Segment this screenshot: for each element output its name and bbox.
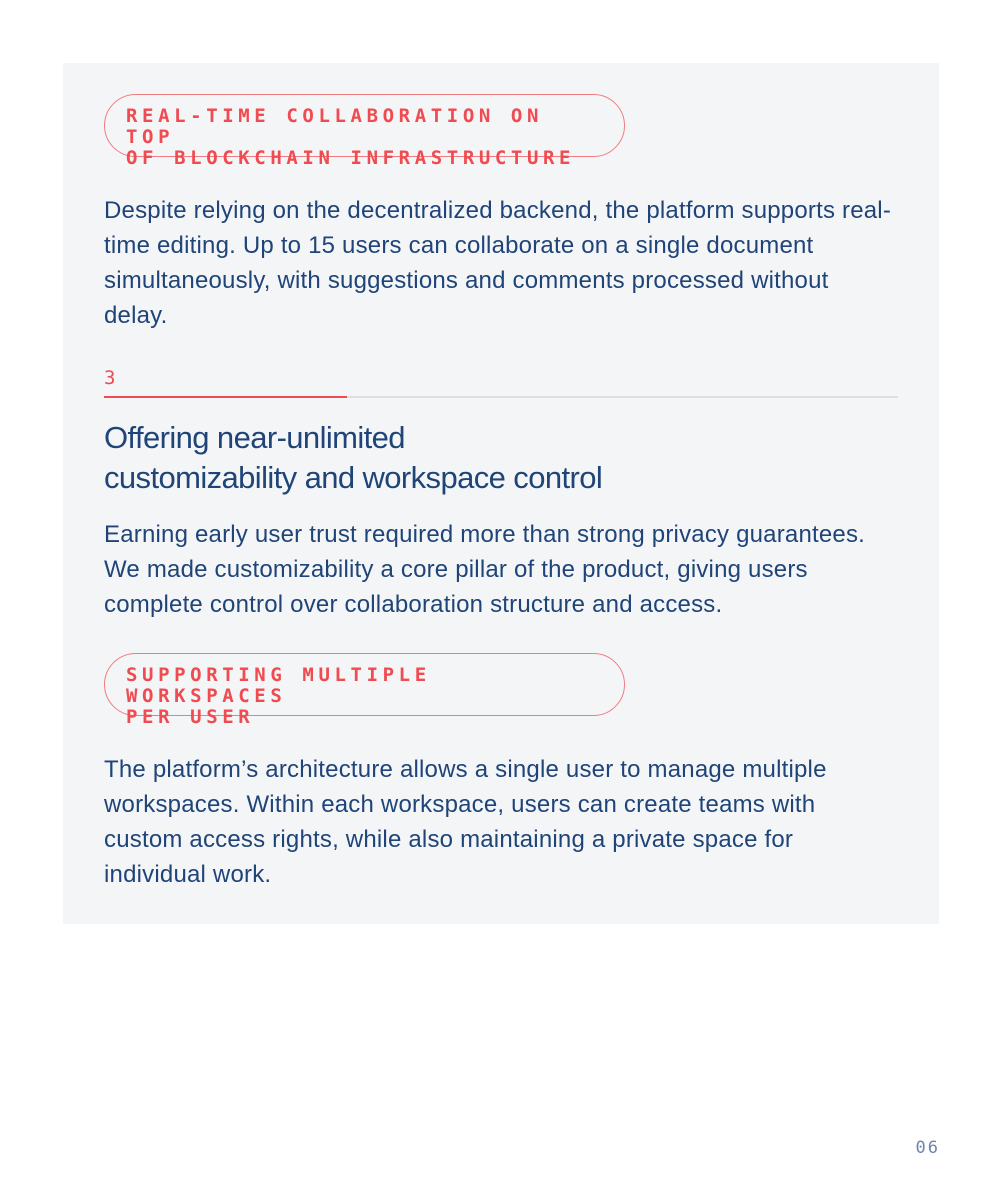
- section-divider: [104, 396, 898, 398]
- subheading-pill: SUPPORTING MULTIPLE WORKSPACES PER USER: [104, 653, 625, 716]
- section-title: Offering near-unlimited customizability and workspace control: [104, 420, 603, 495]
- content-column: [104, 94, 898, 892]
- page-number: 06: [915, 1138, 940, 1158]
- section-divider-accent: [104, 396, 347, 398]
- body-paragraph: The platform’s architecture allows a single user to manage multiple workspaces. Within each workspace, users can create teams with custom access rights, while also maintaining a private space for individual work.: [104, 756, 827, 888]
- content-panel: [63, 63, 939, 924]
- subheading-pill: REAL-TIME COLLABORATION ON TOP OF BLOCKCHAIN INFRASTRUCTURE: [104, 94, 625, 157]
- body-paragraph: Earning early user trust required more than strong privacy guarantees. We made customizability a core pillar of the product, giving users complete control over collaboration structure and access.: [104, 521, 866, 618]
- section-number: 3: [104, 367, 116, 389]
- body-paragraph: Despite relying on the decentralized backend, the platform supports real-time editing. Up to 15 users can collaborate on a single document simultaneously, with suggestions and comments processed without delay.: [104, 197, 892, 329]
